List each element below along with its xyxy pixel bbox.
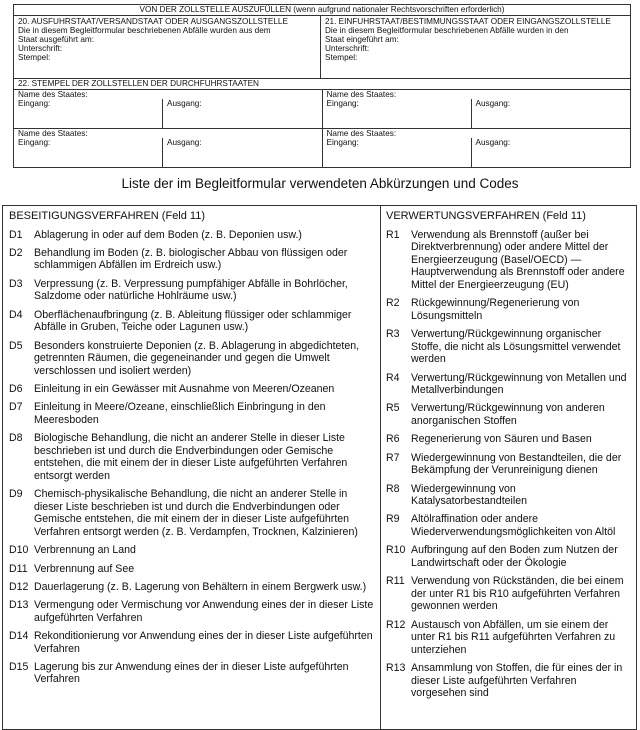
disposal-text: Oberflächenaufbringung (z. B. Ableitung flüssiger oder schlammiger Abfälle in Gruben, Teiche oder Lagunen usw.)	[34, 308, 352, 334]
disposal-text: Ablagerung in oder auf dem Boden (z. B. Deponien usw.)	[34, 228, 302, 241]
transit-stamp-cell	[14, 90, 322, 128]
disposal-code: D6	[9, 382, 23, 395]
recovery-text: Verwertung/Rückgewinnung organischer Stoffe, die nicht als Lösungsmittel verwendet werden	[411, 328, 621, 366]
field-21-line: Stempel:	[325, 53, 358, 62]
field-21-line: Unterschrift:	[325, 44, 370, 53]
disposal-text: Chemisch-physikalische Behandlung, die nicht an anderer Stelle in dieser Liste beschrieben ist und durch die Endverbindungen oder Gemische entstehen, die mit einem der in dieser Liste aufgeführten Verfahren entsorgt werden (z. B. Verdampfen, Trocknen, Kalzinieren)	[34, 488, 358, 538]
recovery-text: Regenerierung von Säuren und Basen	[411, 433, 592, 446]
transit-stamp-cell	[322, 90, 631, 128]
disposal-code: D2	[9, 246, 23, 259]
disposal-item	[9, 661, 374, 686]
disposal-code: D11	[9, 562, 28, 575]
field-20-line: Staat ausgeführt am:	[18, 35, 95, 44]
state-name-label: Name des Staates:	[326, 129, 397, 138]
field-22-title: 22. STEMPEL DER ZOLLSTELLEN DER DURCHFUHRSTAATEN	[14, 79, 630, 90]
disposal-code: D13	[9, 599, 29, 612]
recovery-item	[386, 433, 632, 446]
disposal-code: D5	[9, 339, 23, 352]
disposal-text: Lagerung bis zur Anwendung eines der in dieser Liste aufgeführten Verfahren	[34, 660, 349, 686]
disposal-text: Rekonditionierung vor Anwendung eines der in dieser Liste aufgeführten Verfahren	[34, 629, 373, 655]
state-name-label: Name des Staates:	[326, 90, 397, 99]
recovery-text: Ansammlung von Stoffen, die für eines der in dieser Liste aufgeführten Verfahren vorgesehen sind	[411, 662, 623, 700]
disposal-text: Behandlung im Boden (z. B. biologischer Abbau von flüssigen oder schlammigen Abfällen im Erdreich usw.)	[34, 246, 348, 272]
disposal-item	[9, 432, 374, 482]
recovery-text: Verwertung/Rückgewinnung von Metallen und Metallverbindungen	[411, 371, 627, 397]
recovery-code: R11	[386, 575, 405, 588]
recovery-item	[386, 513, 632, 538]
recovery-text: Altölraffination oder andere Wiederverwendungsmöglichkeiten von Altöl	[411, 513, 616, 538]
recovery-code: R7	[386, 451, 400, 464]
recovery-text: Verwertung/Rückgewinnung von anderen anorganischen Stoffen	[411, 402, 605, 428]
transit-stamp-row	[14, 90, 630, 128]
disposal-title: BESEITIGUNGSVERFAHREN (Feld 11)	[9, 210, 206, 222]
disposal-item	[9, 340, 374, 378]
disposal-item	[9, 278, 374, 303]
recovery-code: R8	[386, 482, 400, 495]
field-20-line: Stempel:	[18, 53, 51, 62]
recovery-item	[386, 328, 632, 366]
disposal-text: Einleitung in Meere/Ozeane, einschließlich Einbringung in den Meeresboden	[34, 401, 326, 426]
disposal-code: D10	[9, 544, 29, 557]
disposal-item	[9, 599, 374, 624]
disposal-text: Dauerlagerung (z. B. Lagerung von Behältern in einem Bergwerk usw.)	[34, 580, 367, 593]
exit-label: Ausgang:	[475, 99, 511, 108]
recovery-item	[386, 297, 632, 322]
disposal-item	[9, 309, 374, 334]
exit-label: Ausgang:	[167, 99, 202, 108]
transit-stamp-cell	[322, 129, 631, 167]
recovery-item	[386, 452, 632, 477]
recovery-text: Verwendung als Brennstoff (außer bei Direktverbrennung) oder andere Mittel der Energieerzeugung (Basel/OECD) — Hauptverwendung als Brennstoff oder andere Mittel der Energieerzeugung (EU)	[411, 228, 625, 291]
state-name-label: Name des Staates:	[18, 129, 88, 138]
disposal-code: D12	[9, 580, 29, 593]
recovery-code: R10	[386, 544, 406, 557]
disposal-item	[9, 630, 374, 655]
recovery-code: R3	[386, 328, 400, 341]
customs-form	[13, 4, 631, 168]
recovery-item	[386, 619, 632, 657]
codes-table	[2, 205, 637, 730]
entry-label: Eingang:	[14, 99, 163, 128]
recovery-item	[386, 662, 632, 700]
recovery-text: Austausch von Abfällen, um sie einem der unter R1 bis R11 aufgeführten Verfahren zu unterziehen	[411, 618, 616, 656]
recovery-title: VERWERTUNGSVERFAHREN (Feld 11)	[386, 210, 586, 222]
recovery-item	[386, 483, 632, 508]
entry-label: Eingang:	[323, 99, 472, 128]
disposal-item	[9, 383, 374, 396]
recovery-item	[386, 575, 632, 613]
disposal-item	[9, 544, 374, 557]
disposal-item	[9, 563, 374, 576]
recovery-item	[386, 229, 632, 292]
disposal-text: Besonders konstruierte Deponien (z. B. Ablagerung in abgedichteten, getrennten Räumen, die gegeneinander und gegen die Umwelt verschlossen und isoliert werden)	[34, 339, 360, 377]
recovery-text: Wiedergewinnung von Bestandteilen, die der Bekämpfung der Verunreinigung dienen	[411, 451, 622, 477]
recovery-text: Wiedergewinnung von Katalysatorbestandteilen	[411, 482, 528, 508]
disposal-text: Biologische Behandlung, die nicht an anderer Stelle in dieser Liste beschrieben ist und durch die Endverbindungen oder Gemische entstehen, die mit einem der in dieser Liste aufgeführten Verfahren entsorgt werden	[34, 432, 348, 482]
transit-stamp-cell	[14, 129, 322, 167]
recovery-code: R1	[386, 228, 400, 241]
state-name-label: Name des Staates:	[18, 90, 88, 99]
disposal-code: D14	[9, 629, 29, 642]
recovery-code: R4	[386, 371, 400, 384]
disposal-text: Vermengung oder Vermischung vor Anwendung eines der in dieser Liste aufgeführten Verfahren	[34, 599, 374, 624]
disposal-code: D3	[9, 277, 23, 290]
disposal-code: D15	[9, 660, 29, 673]
disposal-item	[9, 229, 374, 242]
disposal-column	[3, 206, 381, 729]
disposal-item	[9, 488, 374, 538]
disposal-text: Verbrennung an Land	[34, 544, 136, 557]
field-20-line: Die in diesem Begleitformular beschriebenen Abfälle wurden aus dem	[18, 26, 271, 35]
field-21-line: Die in diesem Begleitformular beschriebenen Abfälle wurden in den	[325, 26, 569, 35]
recovery-code: R12	[386, 618, 406, 631]
disposal-text: Verbrennung auf See	[34, 562, 135, 575]
recovery-code: R2	[386, 297, 400, 310]
disposal-text: Einleitung in ein Gewässer mit Ausnahme von Meeren/Ozeanen	[34, 382, 335, 395]
recovery-text: Rückgewinnung/Regenerierung von Lösungsmitteln	[411, 297, 580, 322]
exit-label: Ausgang:	[167, 138, 202, 147]
disposal-code: D9	[9, 488, 23, 501]
field-20-line: Unterschrift:	[18, 44, 63, 53]
entry-label: Eingang:	[14, 138, 163, 167]
recovery-code: R9	[386, 513, 400, 526]
field-21-title: 21. EINFUHRSTAAT/BESTIMMUNGSSTAAT ODER EINGANGSZOLLSTELLE	[325, 17, 611, 26]
disposal-item	[9, 401, 374, 426]
recovery-item	[386, 402, 632, 427]
recovery-code: R6	[386, 433, 400, 446]
recovery-item	[386, 544, 632, 569]
recovery-code: R13	[386, 662, 406, 675]
disposal-code: D4	[9, 308, 23, 321]
recovery-text: Verwendung von Rückständen, die bei einem der unter R1 bis R10 aufgeführten Verfahren gewonnen werden	[411, 575, 624, 613]
list-title: Liste der im Begleitformular verwendeten Abkürzungen und Codes	[121, 176, 519, 191]
entry-label: Eingang:	[323, 138, 472, 167]
field-20	[14, 16, 321, 78]
recovery-column	[381, 206, 636, 729]
disposal-item	[9, 247, 374, 272]
transit-stamp-row	[14, 128, 630, 167]
field-21	[321, 16, 630, 78]
disposal-code: D8	[9, 432, 23, 445]
recovery-code: R5	[386, 402, 400, 415]
exit-label: Ausgang:	[475, 138, 511, 147]
field-20-title: 20. AUSFUHRSTAAT/VERSANDSTAAT ODER AUSGANGSZOLLSTELLE	[18, 17, 288, 26]
customs-header: VON DER ZOLLSTELLE AUSZUFÜLLEN (wenn aufgrund nationaler Rechtsvorschriften erforderlich)	[14, 5, 630, 16]
fields-20-21	[14, 16, 630, 79]
disposal-text: Verpressung (z. B. Verpressung pumpfähiger Abfälle in Bohrlöcher, Salzdome oder natürliche Hohlräume usw.)	[34, 277, 348, 303]
disposal-item	[9, 581, 374, 594]
recovery-item	[386, 372, 632, 397]
disposal-code: D1	[9, 228, 23, 241]
recovery-text: Aufbringung auf den Boden zum Nutzen der Landwirtschaft oder der Ökologie	[411, 544, 618, 569]
field-21-line: Staat eingeführt am:	[325, 35, 399, 44]
disposal-code: D7	[9, 401, 23, 414]
